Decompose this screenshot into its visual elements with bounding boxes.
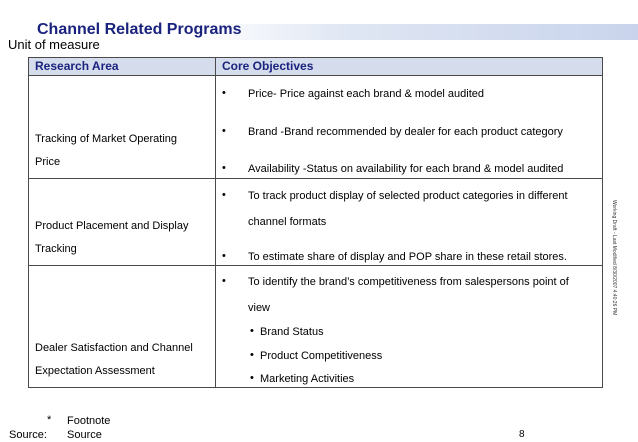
objective-text: view xyxy=(248,302,271,314)
objective-text: To identify the brand’s competitiveness from salespersons point of xyxy=(248,276,569,288)
area-line: Tracking xyxy=(35,243,77,255)
research-area-text xyxy=(35,215,215,261)
area-line: Price xyxy=(35,156,61,168)
page-number: 8 xyxy=(519,429,525,440)
area-line: Expectation Assessment xyxy=(35,365,155,377)
header-core-objectives: Core Objectives xyxy=(216,58,603,76)
source-text: Source xyxy=(67,429,102,441)
page-title: Channel Related Programs xyxy=(37,21,242,38)
table-row xyxy=(29,266,603,388)
sub-objective-text: Marketing Activities xyxy=(260,373,355,385)
working-draft-note: Working Draft - Last Modified 8/30/2007 4:40:26 PM xyxy=(611,200,617,316)
objective-text: To estimate share of display and POP share in these retail stores. xyxy=(248,251,567,263)
objective-text: Availability -Status on availability for each brand & model audited xyxy=(248,163,564,175)
area-line: Dealer Satisfaction and Channel xyxy=(35,342,193,354)
research-area-cell xyxy=(29,266,216,388)
objective-text: Price- Price against each brand & model audited xyxy=(248,88,485,100)
bullet-icon: • xyxy=(222,250,226,262)
sub-objective-text: Product Competitiveness xyxy=(260,350,383,362)
table-row xyxy=(29,179,603,266)
objectives-cell xyxy=(216,179,603,266)
objectives-table xyxy=(28,57,603,388)
header-row xyxy=(29,58,603,76)
sub-objective-text: Brand Status xyxy=(260,326,324,338)
table-row xyxy=(29,76,603,179)
sub-objective-item xyxy=(250,372,355,385)
area-line: Product Placement and Display xyxy=(35,220,189,232)
bullet-icon: • xyxy=(250,372,254,384)
bullet-icon: • xyxy=(250,349,254,361)
bullet-icon: • xyxy=(222,189,226,201)
research-area-text xyxy=(35,128,215,174)
sub-objective-item xyxy=(250,325,324,338)
research-area-cell xyxy=(29,179,216,266)
bullet-icon: • xyxy=(250,325,254,337)
footnote-mark: * xyxy=(47,414,52,426)
objective-text: To track product display of selected product categories in different xyxy=(248,190,568,202)
sub-objective-item xyxy=(250,349,383,362)
source-label: Source: xyxy=(9,429,47,441)
bullet-icon: • xyxy=(222,87,226,99)
objectives-cell xyxy=(216,76,603,179)
objective-text: Brand -Brand recommended by dealer for each product category xyxy=(248,126,563,138)
header-research-area: Research Area xyxy=(29,58,216,76)
footnote: Footnote xyxy=(67,415,111,427)
area-line: Tracking of Market Operating xyxy=(35,133,178,145)
research-area-text xyxy=(35,337,215,383)
unit-of-measure: Unit of measure xyxy=(8,37,100,52)
bullet-icon: • xyxy=(222,275,226,287)
research-area-cell xyxy=(29,76,216,179)
bullet-icon: • xyxy=(222,162,226,174)
objective-text: channel formats xyxy=(248,216,327,228)
bullet-icon: • xyxy=(222,125,226,137)
objectives-cell xyxy=(216,266,603,388)
